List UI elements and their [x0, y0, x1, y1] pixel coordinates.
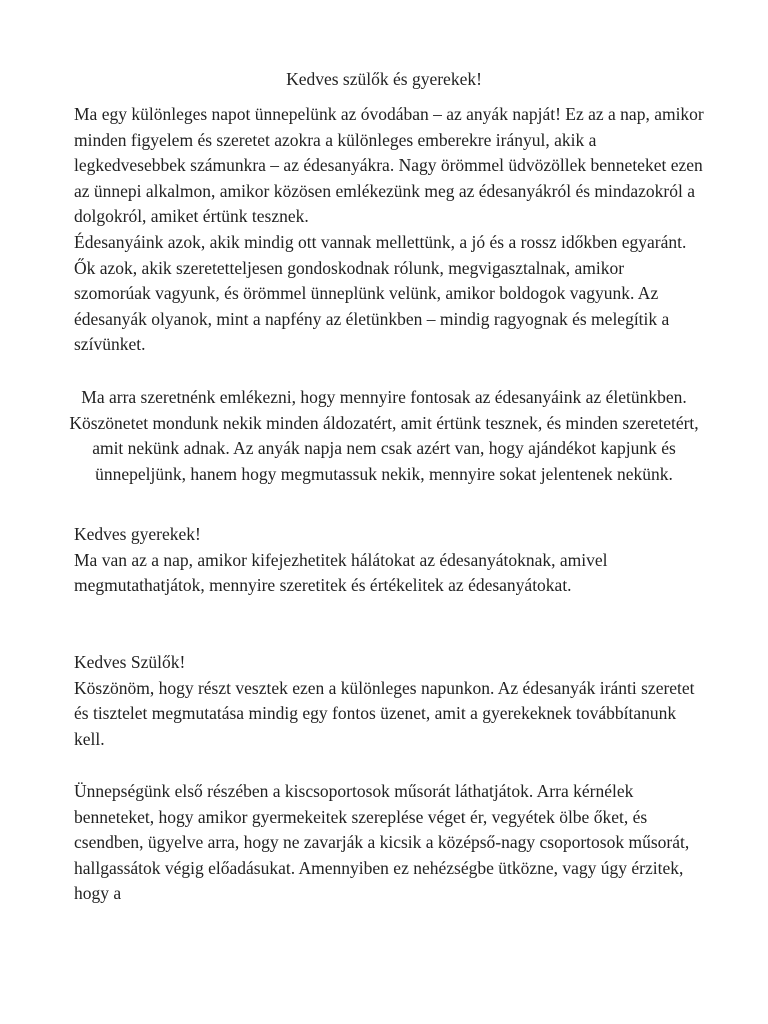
paragraph-4: Ma van az a nap, amikor kifejezhetitek hálátokat az édesanyátoknak, amivel megmutathatjátok, mennyire szeretitek és értékelitek az édesanyátokat.: [74, 549, 608, 596]
paragraph-1: Ma egy különleges napot ünnepelünk az óvodában – az anyák napját! Ez az a nap, amikor minden figyelem és szeretet azokra a különleges emberekre irányul, akik a legkedvesebbek számunkra – az édesanyákra. Nagy örömmel üdvözöllek benneteket ezen az ünnepi alkalmon, amikor közösen emlékezünk meg az édesanyákról és mindazokról a dolgokról, amiket értünk tesznek.: [74, 104, 704, 227]
paragraph-5: Köszönöm, hogy részt vesztek ezen a különleges napunkon. Az édesanyák iránti szeretet és tisztelet megmutatása mindig egy fontos üzenet, amit a gyerekeknek továbbítanunk kell.: [74, 677, 695, 749]
greeting-children: Kedves gyerekek!: [74, 524, 201, 544]
section-children: [74, 522, 704, 599]
paragraph-3: Ma arra szeretnénk emlékezni, hogy mennyire fontosak az édesanyáink az életünkben. Köszönetet mondunk nekik minden áldozatért, amit értünk tesznek, és minden szeretetért, amit nekünk adnak. Az anyák napja nem csak azért van, hogy ajándékot kapjunk és ünnepeljünk, hanem hogy megmutassuk nekik, mennyire sokat jelentenek nekünk.: [69, 387, 699, 484]
paragraph-intro: [74, 102, 704, 358]
paragraph-2: Édesanyáink azok, akik mindig ott vannak mellettünk, a jó és a rossz időkben egyaránt. Ők azok, akik szeretetteljesen gondoskodnak rólunk, megvigasztalnak, amikor szomorúak vagyunk, és örömmel ünneplünk velünk, amikor boldogok vagyunk. Az édesanyák olyanok, mint a napfény az életünkben – mindig ragyognak és melegítik a szívünket.: [74, 231, 687, 355]
section-parents: [74, 650, 704, 752]
paragraph-6: Ünnepségünk első részében a kiscsoportosok műsorát láthatjátok. Arra kérnélek benneteket, hogy amikor gyermekeitek szereplése véget ér, vegyétek ölbe őket, és csendben, ügyelve arra, hogy ne zavarják a kicsik a középső-nagy csoportosok műsorát, hallgassátok végig előadásukat. Amennyiben ez nehézségbe ütközne, vagy úgy érzitek, hogy a: [74, 781, 690, 904]
greeting-parents: Kedves Szülők!: [74, 652, 186, 672]
paragraph-3-centered: [64, 385, 704, 487]
document-title: Kedves szülők és gyerekek!: [286, 69, 482, 89]
section-program: [74, 779, 704, 907]
